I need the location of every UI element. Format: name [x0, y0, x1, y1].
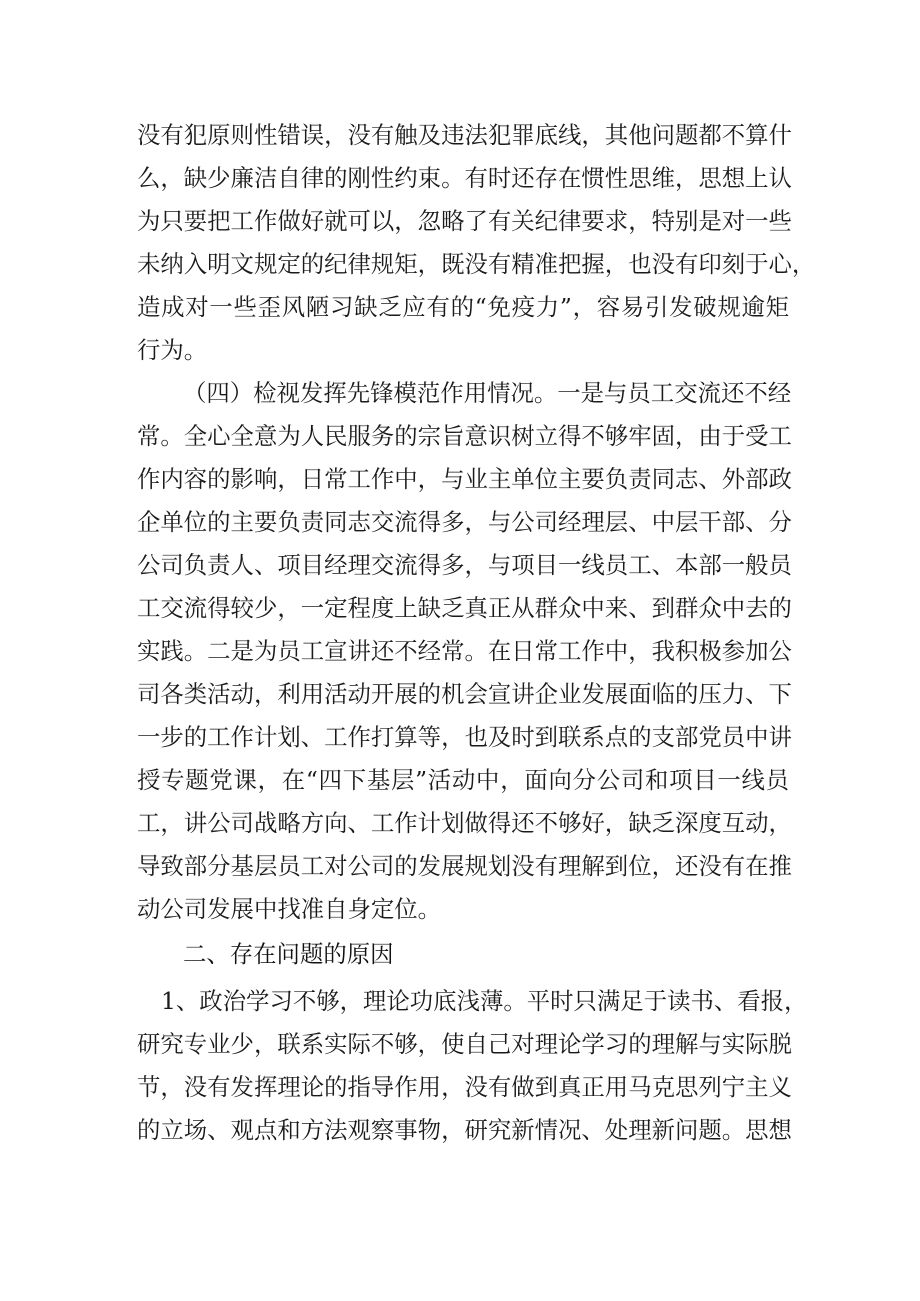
paragraph-a-line-3: 为只要把工作做好就可以，忽略了有关纪律要求，特别是对一些	[137, 207, 792, 235]
paragraph-b-line-3: 作内容的影响，日常工作中，与业主单位主要负责同志、外部政	[137, 465, 792, 493]
paragraph-b-line-4: 企单位的主要负责同志交流得多，与公司经理层、中层干部、分	[137, 508, 792, 536]
paragraph-a-line-2: 么，缺少廉洁自律的刚性约束。有时还存在惯性思维，思想上认	[137, 164, 792, 192]
paragraph-b-line-6: 工交流得较少，一定程度上缺乏真正从群众中来、到群众中去的	[137, 594, 792, 622]
paragraph-b-line-10: 授专题党课，在“四下基层”活动中，面向分公司和项目一线员	[137, 766, 789, 794]
paragraph-c-line-1: 1、政治学习不够，理论功底浅薄。平时只满足于读书、看报，	[161, 987, 808, 1015]
paragraph-c-line-3: 节，没有发挥理论的指导作用，没有做到真正用马克思列宁主义	[137, 1073, 792, 1101]
paragraph-b-line-13: 动公司发展中找准自身定位。	[137, 895, 442, 923]
paragraph-b-line-11: 工，讲公司战略方向、工作计划做得还不够好，缺乏深度互动，	[137, 809, 792, 837]
paragraph-b-line-12: 导致部分基层员工对公司的发展规划没有理解到位，还没有在推	[137, 852, 792, 880]
paragraph-c-line-2: 研究专业少，联系实际不够，使自己对理论学习的理解与实际脱	[137, 1030, 792, 1058]
paragraph-b-line-8: 司各类活动，利用活动开展的机会宣讲企业发展面临的压力、下	[137, 680, 792, 708]
paragraph-b-line-9: 一步的工作计划、工作打算等，也及时到联系点的支部党员中讲	[137, 723, 792, 751]
paragraph-a-line-6: 行为。	[137, 336, 208, 364]
paragraph-c-line-4: 的立场、观点和方法观察事物，研究新情况、处理新问题。思想	[137, 1116, 792, 1144]
paragraph-a-line-1: 没有犯原则性错误，没有触及违法犯罪底线，其他问题都不算什	[137, 121, 792, 149]
paragraph-a-line-5: 造成对一些歪风陋习缺乏应有的“免疫力”，容易引发破规逾矩	[137, 293, 789, 321]
section-heading: 二、存在问题的原因	[183, 940, 394, 968]
paragraph-b-line-7: 实践。二是为员工宣讲还不经常。在日常工作中，我积极参加公	[137, 637, 792, 665]
paragraph-b-line-1: （四）检视发挥先锋模范作用情况。一是与员工交流还不经	[183, 379, 792, 407]
paragraph-b-line-5: 公司负责人、项目经理交流得多，与项目一线员工、本部一般员	[137, 551, 792, 579]
paragraph-b-line-2: 常。全心全意为人民服务的宗旨意识树立得不够牢固，由于受工	[137, 422, 792, 450]
paragraph-a-line-4: 未纳入明文规定的纪律规矩，既没有精准把握，也没有印刻于心，	[137, 250, 816, 278]
